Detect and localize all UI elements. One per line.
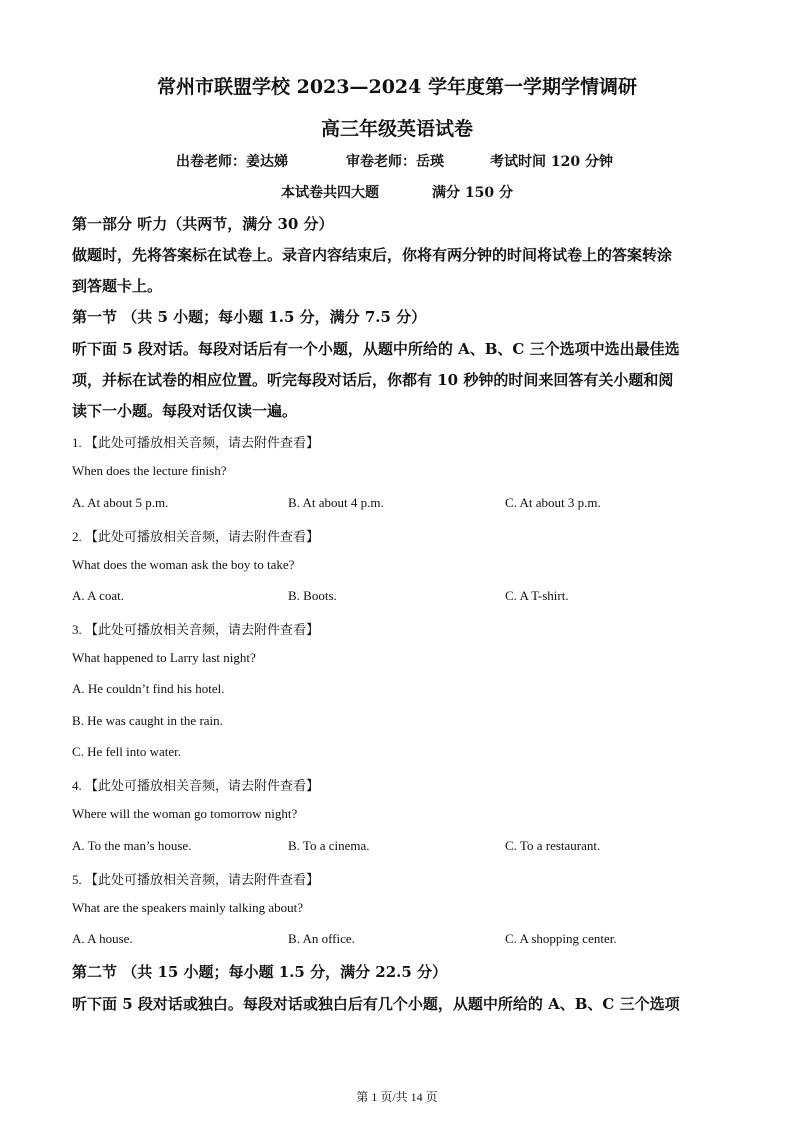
part1-instruction-cont: 到答题卡上。 bbox=[72, 277, 163, 295]
question-5-text: What are the speakers mainly talking about? bbox=[72, 900, 304, 915]
section1-instruction-cont: 项，并标在试卷的相应位置。听完每段对话后，你都有 10 秒钟的时间来回答有关小题和阅 bbox=[72, 371, 674, 389]
question-3-option-b: B. He was caught in the rain. bbox=[72, 713, 223, 728]
question-5-option-a: A. A house. bbox=[72, 931, 133, 946]
author-label: 出卷老师：姜达娣 bbox=[176, 154, 288, 170]
question-1-option-a: A. At about 5 p.m. bbox=[72, 495, 169, 510]
exam-subtitle: 高三年级英语试卷 bbox=[320, 118, 473, 140]
question-3-option-a: A. He couldn’t find his hotel. bbox=[72, 681, 225, 696]
question-5-option-c: C. A shopping center. bbox=[505, 931, 617, 946]
section1-instruction-end: 读下一小题。每段对话仅读一遍。 bbox=[72, 402, 298, 420]
question-4-option-c: C. To a restaurant. bbox=[505, 838, 601, 853]
audio-placeholder-2[interactable]: 2. 【此处可播放相关音频，请去附件查看】 bbox=[72, 529, 320, 544]
section2-instruction: 听下面 5 段对话或独白。每段对话或独白后有几个小题，从题中所给的 A、B、C 三个选项 bbox=[72, 995, 680, 1013]
question-2-option-a: A. A coat. bbox=[72, 588, 124, 603]
question-4-option-a: A. To the man’s house. bbox=[72, 838, 192, 853]
question-4-option-b: B. To a cinema. bbox=[288, 838, 370, 853]
reviewer-label: 审卷老师：岳瑛 bbox=[346, 154, 444, 170]
question-4-text: Where will the woman go tomorrow night? bbox=[72, 806, 298, 821]
question-3-option-c: C. He fell into water. bbox=[72, 744, 182, 759]
audio-placeholder-3[interactable]: 3. 【此处可播放相关音频，请去附件查看】 bbox=[72, 622, 320, 637]
audio-placeholder-1[interactable]: 1. 【此处可播放相关音频，请去附件查看】 bbox=[72, 435, 320, 450]
section1-instruction: 听下面 5 段对话。每段对话后有一个小题，从题中所给的 A、B、C 三个选项中选出最佳选 bbox=[72, 340, 680, 358]
part1-heading: 第一部分 听力（共两节，满分 30 分） bbox=[72, 215, 334, 233]
exam-title: 常州市联盟学校 2023—2024 学年度第一学期学情调研 bbox=[157, 76, 637, 98]
question-2-text: What does the woman ask the boy to take? bbox=[72, 557, 295, 572]
page-number: 第 1 页/共 14 页 bbox=[356, 1090, 438, 1104]
section2-heading: 第二节 （共 15 小题；每小题 1.5 分，满分 22.5 分） bbox=[72, 963, 448, 981]
part1-instruction: 做题时，先将答案标在试卷上。录音内容结束后，你将有两分钟的时间将试卷上的答案转涂 bbox=[72, 246, 673, 264]
score-info: 满分 150 分 bbox=[432, 185, 513, 201]
question-1-text: When does the lecture finish? bbox=[72, 463, 227, 478]
question-5-option-b: B. An office. bbox=[288, 931, 355, 946]
question-2-option-b: B. Boots. bbox=[288, 588, 337, 603]
question-1-option-c: C. At about 3 p.m. bbox=[505, 495, 601, 510]
question-3-text: What happened to Larry last night? bbox=[72, 650, 256, 665]
audio-placeholder-5[interactable]: 5. 【此处可播放相关音频，请去附件查看】 bbox=[72, 872, 320, 887]
time-label: 考试时间 120 分钟 bbox=[490, 154, 613, 170]
section1-heading: 第一节 （共 5 小题；每小题 1.5 分，满分 7.5 分） bbox=[72, 308, 427, 326]
audio-placeholder-4[interactable]: 4. 【此处可播放相关音频，请去附件查看】 bbox=[72, 778, 320, 793]
question-2-option-c: C. A T-shirt. bbox=[505, 588, 569, 603]
sections-info: 本试卷共四大题 bbox=[281, 185, 379, 201]
question-1-option-b: B. At about 4 p.m. bbox=[288, 495, 384, 510]
